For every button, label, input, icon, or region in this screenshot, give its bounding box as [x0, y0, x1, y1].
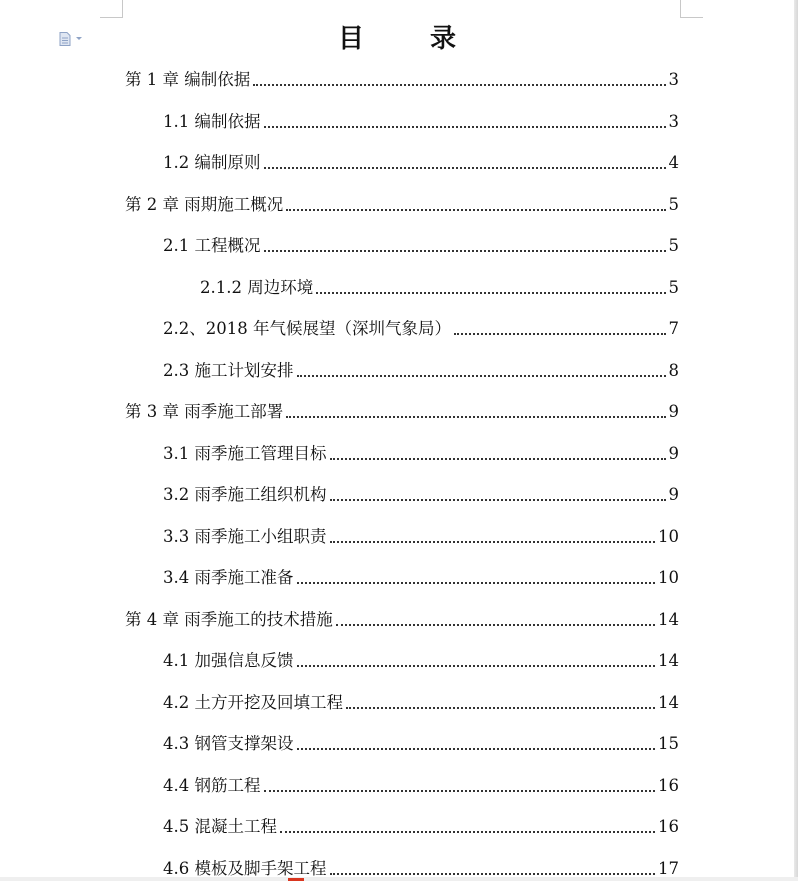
toc-page-number: 5 — [668, 194, 679, 214]
toc-dot-leader — [330, 458, 666, 460]
toc-entry[interactable] — [163, 773, 679, 797]
toc-dot-leader — [280, 831, 655, 833]
toc-entry[interactable] — [163, 109, 679, 133]
toc-entry-label: 2.3 施工计划安排 — [163, 360, 294, 380]
toc-entry[interactable] — [163, 856, 679, 880]
toc-entry-label: 4.1 加强信息反馈 — [163, 651, 294, 670]
toc-page-number: 10 — [658, 526, 679, 546]
toc-dot-leader — [330, 499, 666, 501]
margin-corner-mark-right — [680, 0, 703, 18]
toc-entry-label: 第 3 章 雨季施工部署 — [125, 402, 284, 421]
toc-dot-leader — [330, 541, 656, 543]
toc-entry-label: 2.2、2018 年气候展望（深圳气象局） — [163, 319, 451, 338]
toc-dot-leader — [336, 624, 655, 626]
toc-page-number: 3 — [668, 70, 679, 89]
page-edge — [794, 0, 798, 881]
toc-page-number: 14 — [658, 692, 679, 712]
toc-dot-leader — [286, 416, 665, 418]
margin-corner-mark-left — [100, 0, 123, 18]
toc-dot-leader — [264, 250, 666, 252]
toc-page-number: 9 — [668, 402, 679, 421]
toc-entry[interactable] — [163, 814, 679, 838]
toc-page-number: 4 — [668, 153, 679, 172]
toc-page-number: 8 — [668, 360, 679, 380]
toc-title: 目 录 — [337, 24, 476, 54]
toc-entry[interactable] — [125, 67, 679, 91]
toc-page-number: 16 — [658, 775, 679, 795]
toc-dot-leader — [297, 748, 656, 750]
toc-dot-leader — [297, 582, 656, 584]
toc-dot-leader — [346, 707, 655, 709]
toc-dot-leader — [297, 665, 656, 667]
toc-entry[interactable] — [163, 524, 679, 548]
toc-dot-leader — [264, 126, 666, 128]
toc-entry[interactable] — [163, 565, 679, 589]
toc-dot-leader — [297, 375, 666, 377]
toc-entry-label: 2.1 工程概况 — [163, 236, 261, 255]
toc-entry-label: 3.2 雨季施工组织机构 — [163, 485, 327, 504]
toc-entry[interactable] — [163, 316, 679, 340]
toc-page-number: 15 — [658, 734, 679, 753]
toc-dot-leader — [253, 84, 665, 86]
toc-page-number: 5 — [668, 277, 679, 297]
toc-entry[interactable] — [163, 233, 679, 257]
toc-page-number: 17 — [658, 858, 679, 878]
toc-page-number: 16 — [658, 817, 679, 836]
toc-entry[interactable] — [163, 482, 679, 506]
toc-entry-label: 3.4 雨季施工准备 — [163, 568, 294, 587]
toc-dot-leader — [286, 209, 665, 211]
toc-dot-leader — [264, 167, 666, 169]
toc-page-number: 14 — [658, 609, 679, 629]
toc-entry[interactable] — [163, 690, 679, 714]
toc-dot-leader — [330, 873, 656, 875]
toc-entry[interactable] — [163, 731, 679, 755]
toc-dot-leader — [316, 292, 665, 294]
toc-dot-leader — [454, 333, 666, 335]
toc-entry[interactable] — [125, 607, 679, 631]
toc-entry-label: 4.4 钢筋工程 — [163, 775, 261, 795]
toc-entry-label: 第 1 章 编制依据 — [125, 70, 251, 89]
toc-entry-label: 1.2 编制原则 — [163, 153, 261, 172]
toc-entry[interactable] — [200, 275, 679, 299]
toc-entry-label: 4.5 混凝土工程 — [163, 817, 277, 836]
toc-dot-leader — [264, 790, 656, 792]
toc-entry-label: 3.3 雨季施工小组职责 — [163, 526, 327, 546]
toc-page-number: 3 — [668, 111, 679, 131]
toc-entry-label: 第 2 章 雨期施工概况 — [125, 194, 284, 214]
toc-page-number: 5 — [668, 236, 679, 255]
toc-page-number: 10 — [658, 568, 679, 587]
toc-entry[interactable] — [163, 358, 679, 382]
toc-entry-label: 4.3 钢管支撑架设 — [163, 734, 294, 753]
toc-entry[interactable] — [125, 192, 679, 216]
toc-entry-label: 4.6 模板及脚手架工程 — [163, 858, 327, 878]
toc-page-number: 9 — [668, 443, 679, 463]
toc-entry-label: 3.1 雨季施工管理目标 — [163, 443, 327, 463]
toc-entry[interactable] — [163, 150, 679, 174]
toc-page-number: 7 — [668, 319, 679, 338]
toc-entry[interactable] — [125, 399, 679, 423]
toc-entry-label: 第 4 章 雨季施工的技术措施 — [125, 609, 333, 629]
toc-page-number: 9 — [668, 485, 679, 504]
toc-entry-label: 1.1 编制依据 — [163, 111, 261, 131]
toc-entry[interactable] — [163, 648, 679, 672]
toc-entry-label: 2.1.2 周边环境 — [200, 277, 314, 297]
toc-page-number: 14 — [658, 651, 679, 670]
toc-entry-label: 4.2 土方开挖及回填工程 — [163, 692, 343, 712]
toc-entry[interactable] — [163, 441, 679, 465]
